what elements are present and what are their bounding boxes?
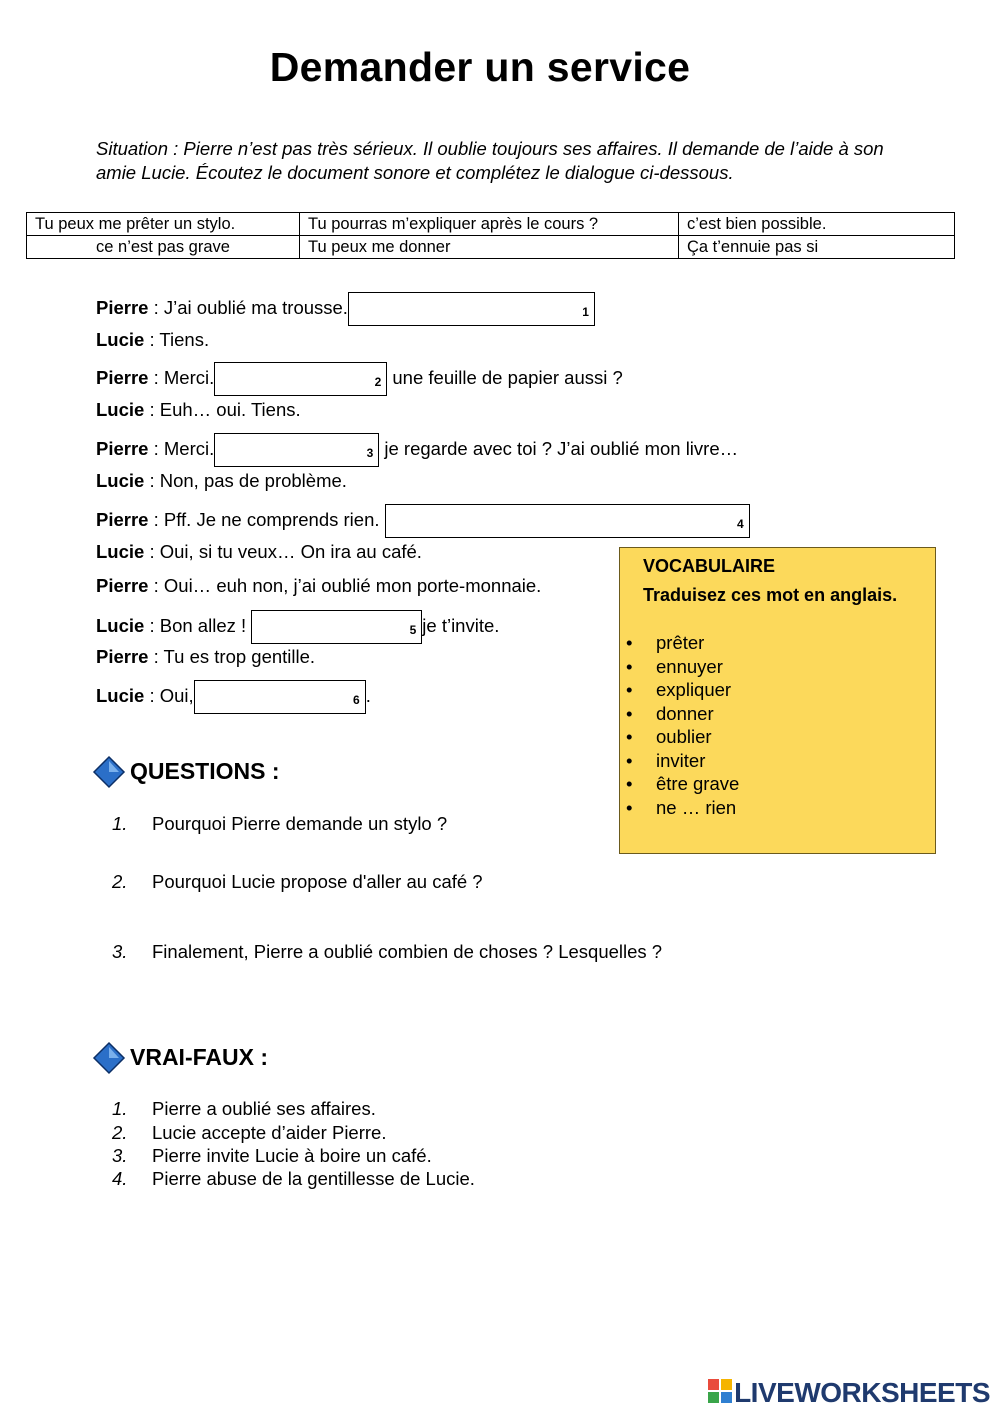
speaker: Pierre xyxy=(96,296,149,318)
vocabulary-instruction: Traduisez ces mot en anglais. xyxy=(643,585,898,605)
answer-box-1[interactable] xyxy=(348,292,595,326)
line-text: : Oui, xyxy=(144,684,194,706)
gap-number: 4 xyxy=(736,517,744,531)
table-cell: Tu peux me prêter un stylo. xyxy=(27,213,300,236)
item-number: 1. xyxy=(112,1098,128,1119)
vocabulary-list xyxy=(620,631,739,819)
dialogue-line xyxy=(96,398,301,422)
line-text: : Euh… oui. Tiens. xyxy=(144,399,301,420)
table-cell: Tu peux me donner xyxy=(300,236,679,259)
statement-item xyxy=(112,1168,475,1190)
statement-item xyxy=(112,1122,386,1144)
line-text: . xyxy=(365,684,371,706)
question-item xyxy=(112,813,447,835)
item-number: 2. xyxy=(112,1122,128,1143)
dialogue-line xyxy=(96,362,623,396)
section-title: VRAI-FAUX : xyxy=(130,1044,268,1070)
line-text: : Bon allez ! xyxy=(144,614,247,636)
item-text: Pourquoi Pierre demande un stylo ? xyxy=(152,813,448,834)
speaker: Lucie xyxy=(96,329,145,350)
answer-box-3[interactable] xyxy=(214,433,379,467)
item-text: Pierre abuse de la gentillesse de Lucie. xyxy=(152,1168,475,1189)
dialogue-line xyxy=(96,680,371,714)
line-text: je t’invite. xyxy=(422,614,500,636)
item-text: Pierre invite Lucie à boire un café. xyxy=(152,1145,432,1166)
list-item: • ne … rien xyxy=(620,796,739,820)
gap-number: 3 xyxy=(366,446,374,460)
table-cell: Ça t’ennuie pas si xyxy=(679,236,955,259)
list-item: • ennuyer xyxy=(620,655,739,679)
gap-number: 2 xyxy=(374,375,382,389)
list-item: • prêter xyxy=(620,631,739,655)
question-item xyxy=(112,941,662,963)
line-text: : Oui… euh non, j’ai oublié mon porte-monnaie. xyxy=(148,575,542,596)
line-text: : J’ai oublié ma trousse. xyxy=(148,296,348,318)
table-cell: c’est bien possible. xyxy=(679,213,955,236)
line-text: : Tiens. xyxy=(144,329,210,350)
speaker: Pierre xyxy=(96,437,149,459)
speaker: Lucie xyxy=(96,399,145,420)
dialogue-line xyxy=(96,328,209,352)
dialogue-line xyxy=(96,540,422,564)
item-number: 4. xyxy=(112,1168,128,1189)
table-cell: Tu pourras m’expliquer après le cours ? xyxy=(300,213,679,236)
vocabulary-title: VOCABULAIRE xyxy=(643,556,776,576)
gap-number: 6 xyxy=(353,693,360,707)
question-item xyxy=(112,871,483,893)
line-text: : Pff. Je ne comprends rien. xyxy=(148,508,380,530)
speaker: Pierre xyxy=(96,508,149,530)
list-item: • inviter xyxy=(620,749,739,773)
answer-box-5[interactable] xyxy=(251,610,422,644)
item-number: 1. xyxy=(112,813,128,834)
dialogue-line xyxy=(96,433,738,467)
line-text: : Merci. xyxy=(148,366,215,388)
gap-number: 1 xyxy=(582,305,589,319)
line-text: une feuille de papier aussi ? xyxy=(387,366,623,388)
dialogue-line xyxy=(96,610,499,644)
speaker: Pierre xyxy=(96,366,149,388)
item-text: Pierre a oublié ses affaires. xyxy=(152,1098,376,1119)
brand-name: LIVEWORKSHEETS xyxy=(734,1377,990,1408)
liveworksheets-logo xyxy=(708,1377,990,1409)
statement-item xyxy=(112,1145,432,1167)
item-number: 2. xyxy=(112,871,128,892)
item-number: 3. xyxy=(112,1145,128,1166)
phrase-table xyxy=(26,212,955,259)
speaker: Lucie xyxy=(96,684,145,706)
list-item: • oublier xyxy=(620,725,739,749)
item-number: 3. xyxy=(112,941,128,962)
list-item: • expliquer xyxy=(620,678,739,702)
item-text: Pourquoi Lucie propose d'aller au café ? xyxy=(152,871,483,892)
dialogue-line xyxy=(96,469,347,493)
situation-text: Situation : Pierre n’est pas très sérieux. Il oublie toujours ses affaires. Il demande de l’aide à son amie Lucie. Écoutez le document sonore et complétez le dialogue ci-dessous. xyxy=(96,138,884,183)
gap-number: 5 xyxy=(409,623,417,637)
speaker: Pierre xyxy=(96,575,149,596)
line-text: : Merci. xyxy=(148,437,215,459)
page-title: Demander un service xyxy=(269,44,691,90)
speaker: Lucie xyxy=(96,614,145,636)
dialogue-line xyxy=(96,645,315,669)
line-text: : Oui, si tu veux… On ira au café. xyxy=(144,541,422,562)
diamond-bullet-icon xyxy=(96,761,118,783)
line-text: je regarde avec toi ? J’ai oublié mon livre… xyxy=(379,437,739,459)
list-item: • donner xyxy=(620,702,739,726)
item-text: Finalement, Pierre a oublié combien de choses ? Lesquelles ? xyxy=(152,941,663,962)
answer-box-4[interactable] xyxy=(385,504,750,538)
answer-box-2[interactable] xyxy=(214,362,387,396)
statement-item xyxy=(112,1098,376,1120)
questions-heading xyxy=(96,758,280,785)
table-row xyxy=(27,236,955,259)
speaker: Lucie xyxy=(96,470,145,491)
vocabulary-box xyxy=(619,547,936,854)
speaker: Lucie xyxy=(96,541,145,562)
diamond-bullet-icon xyxy=(96,1047,118,1069)
answer-box-6[interactable] xyxy=(194,680,366,714)
dialogue-line xyxy=(96,292,595,326)
speaker: Pierre xyxy=(96,646,149,667)
dialogue-line xyxy=(96,574,541,598)
list-item: • être grave xyxy=(620,772,739,796)
table-cell: ce n’est pas grave xyxy=(27,236,300,259)
table-row xyxy=(27,213,955,236)
line-text: : Tu es trop gentille. xyxy=(148,646,316,667)
liveworksheets-mark-icon xyxy=(708,1379,732,1408)
dialogue-line xyxy=(96,504,750,538)
item-text: Lucie accepte d’aider Pierre. xyxy=(152,1122,387,1143)
vrai-faux-heading xyxy=(96,1044,268,1071)
line-text: : Non, pas de problème. xyxy=(144,470,347,491)
section-title: QUESTIONS : xyxy=(130,758,280,784)
